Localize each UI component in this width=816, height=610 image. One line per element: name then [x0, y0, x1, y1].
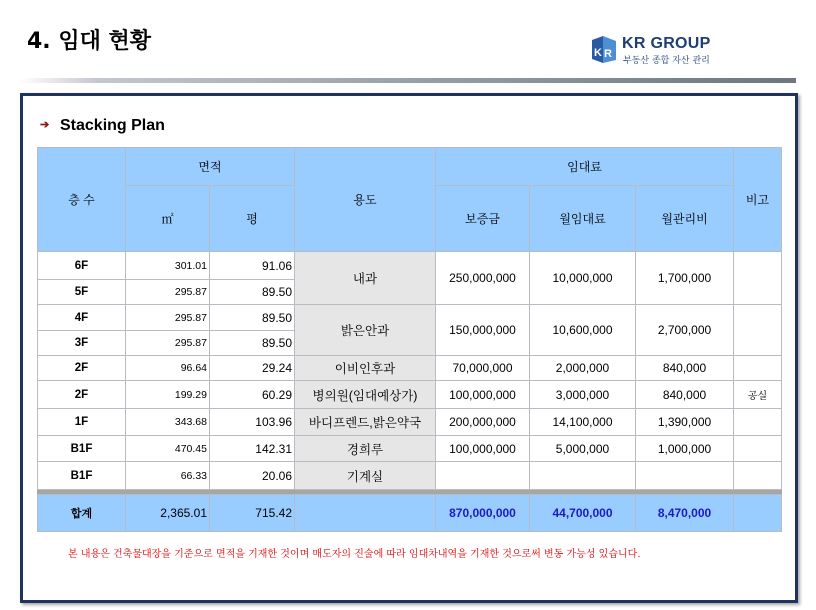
- header-monthly-rent: 월임대료: [530, 186, 636, 252]
- total-monthly-rent: 44,700,000: [530, 495, 636, 532]
- header-area-m2: ㎡: [126, 186, 210, 252]
- deposit-cell: 150,000,000: [436, 305, 530, 356]
- use-cell: 밝은안과: [295, 305, 436, 356]
- stacking-plan-table: [37, 147, 782, 532]
- total-deposit: 870,000,000: [436, 495, 530, 532]
- floor-cell: 4F: [38, 305, 126, 331]
- header-use: 용도: [295, 148, 436, 252]
- deposit-cell: 100,000,000: [436, 436, 530, 462]
- use-cell: 기계실: [295, 462, 436, 490]
- area-pyeong-cell: 142.31: [210, 436, 295, 462]
- deposit-cell: [436, 462, 530, 490]
- monthly-mgmt-cell: 1,390,000: [636, 409, 734, 436]
- monthly-mgmt-cell: 840,000: [636, 356, 734, 381]
- header-area-pyeong: 평: [210, 186, 295, 252]
- total-remarks-cell: [734, 495, 782, 532]
- deposit-cell: 70,000,000: [436, 356, 530, 381]
- total-use-cell: [295, 495, 436, 532]
- page-title: 4. 임대 현황: [27, 29, 151, 54]
- use-cell: 내과: [295, 252, 436, 305]
- svg-text:R: R: [604, 48, 612, 60]
- kr-group-logo: [591, 36, 721, 68]
- area-pyeong-cell: 89.50: [210, 280, 295, 305]
- logo-name: KR GROUP: [622, 35, 711, 52]
- remarks-cell: [734, 356, 782, 381]
- monthly-rent-cell: 3,000,000: [530, 381, 636, 409]
- area-pyeong-cell: 60.29: [210, 381, 295, 409]
- footnote: 본 내용은 건축물대장을 기준으로 면적을 기재한 것이며 매도자의 진술에 따라 임대차내역을 기재한 것으로써 변동 가능성 있습니다.: [68, 549, 641, 560]
- floor-cell: 2F: [38, 381, 126, 409]
- deposit-cell: 200,000,000: [436, 409, 530, 436]
- title-rule: [20, 78, 796, 83]
- header-rent: 임대료: [436, 148, 734, 186]
- table-row: [38, 436, 782, 462]
- area-m2-cell: 470.45: [126, 436, 210, 462]
- table-row: [38, 252, 782, 280]
- area-m2-cell: 96.64: [126, 356, 210, 381]
- monthly-mgmt-cell: 1,000,000: [636, 436, 734, 462]
- total-monthly-mgmt: 8,470,000: [636, 495, 734, 532]
- area-m2-cell: 295.87: [126, 280, 210, 305]
- logo-subtitle: 부동산 종합 자산 관리: [623, 56, 710, 66]
- total-area-m2: 2,365.01: [126, 495, 210, 532]
- monthly-rent-cell: 10,000,000: [530, 252, 636, 305]
- monthly-mgmt-cell: 2,700,000: [636, 305, 734, 356]
- total-row: [38, 495, 782, 532]
- use-cell: 바디프렌드,밝은약국: [295, 409, 436, 436]
- floor-cell: B1F: [38, 436, 126, 462]
- header-area: 면적: [126, 148, 295, 186]
- table-row: [38, 381, 782, 409]
- remarks-cell: [734, 462, 782, 490]
- use-cell: 이비인후과: [295, 356, 436, 381]
- remarks-cell: [734, 305, 782, 356]
- floor-cell: B1F: [38, 462, 126, 490]
- monthly-mgmt-cell: [636, 462, 734, 490]
- remarks-cell: [734, 409, 782, 436]
- area-pyeong-cell: 29.24: [210, 356, 295, 381]
- use-cell: 경희루: [295, 436, 436, 462]
- table-row: [38, 409, 782, 436]
- svg-text:K: K: [594, 47, 602, 59]
- remarks-cell: [734, 436, 782, 462]
- floor-cell: 5F: [38, 280, 126, 305]
- use-cell: 병의원(임대예상가): [295, 381, 436, 409]
- area-pyeong-cell: 89.50: [210, 305, 295, 331]
- header-floor: 층 수: [38, 148, 126, 252]
- floor-cell: 2F: [38, 356, 126, 381]
- total-area-pyeong: 715.42: [210, 495, 295, 532]
- monthly-rent-cell: 5,000,000: [530, 436, 636, 462]
- area-pyeong-cell: 103.96: [210, 409, 295, 436]
- monthly-rent-cell: [530, 462, 636, 490]
- table-row: [38, 462, 782, 490]
- area-m2-cell: 301.01: [126, 252, 210, 280]
- section-heading-text: Stacking Plan: [60, 117, 165, 134]
- area-m2-cell: 295.87: [126, 331, 210, 356]
- monthly-mgmt-cell: 1,700,000: [636, 252, 734, 305]
- area-pyeong-cell: 20.06: [210, 462, 295, 490]
- table-row: [38, 356, 782, 381]
- area-pyeong-cell: 91.06: [210, 252, 295, 280]
- section-heading: [40, 117, 165, 135]
- area-m2-cell: 343.68: [126, 409, 210, 436]
- header-monthly-mgmt: 월관리비: [636, 186, 734, 252]
- arrow-bullet-icon: ➔: [40, 119, 50, 131]
- floor-cell: 1F: [38, 409, 126, 436]
- monthly-rent-cell: 10,600,000: [530, 305, 636, 356]
- area-pyeong-cell: 89.50: [210, 331, 295, 356]
- header-deposit: 보증금: [436, 186, 530, 252]
- remarks-cell: [734, 252, 782, 305]
- monthly-rent-cell: 14,100,000: [530, 409, 636, 436]
- header-remarks: 비고: [734, 148, 782, 252]
- deposit-cell: 100,000,000: [436, 381, 530, 409]
- deposit-cell: 250,000,000: [436, 252, 530, 305]
- area-m2-cell: 295.87: [126, 305, 210, 331]
- remarks-cell: 공실: [734, 381, 782, 409]
- table-row: [38, 305, 782, 331]
- kr-group-logo-icon: [591, 36, 617, 64]
- total-label: 합계: [38, 495, 126, 532]
- floor-cell: 6F: [38, 252, 126, 280]
- area-m2-cell: 66.33: [126, 462, 210, 490]
- monthly-rent-cell: 2,000,000: [530, 356, 636, 381]
- area-m2-cell: 199.29: [126, 381, 210, 409]
- monthly-mgmt-cell: 840,000: [636, 381, 734, 409]
- floor-cell: 3F: [38, 331, 126, 356]
